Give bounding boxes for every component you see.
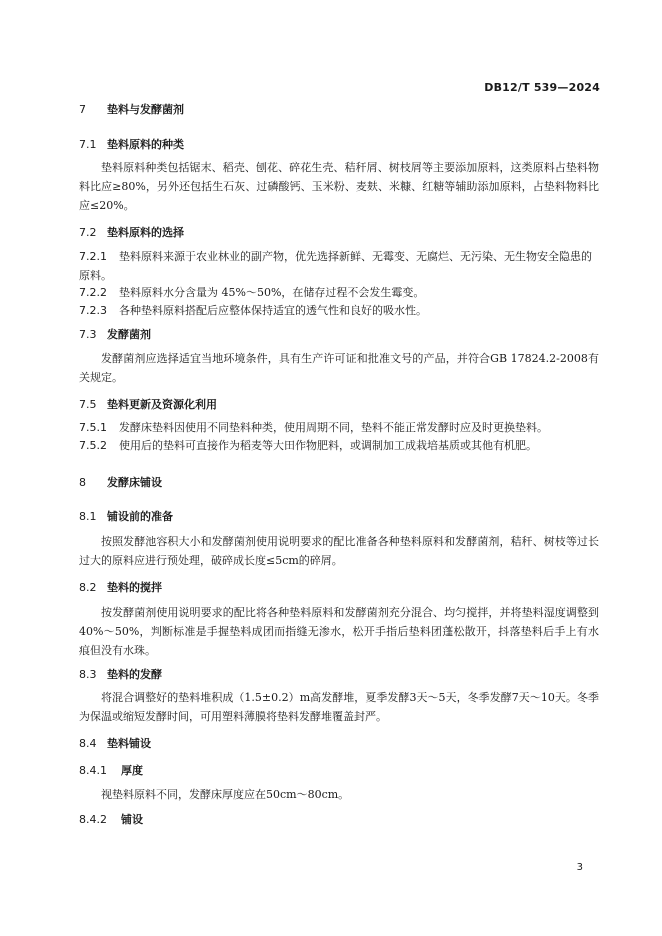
section-title: 发酵菌剂	[107, 328, 151, 341]
clause-number: 7.5.2	[79, 439, 107, 452]
clause-text: 垫料原料水分含量为 45%～50%，在储存过程不会发生霉变。	[119, 286, 425, 299]
section-7-5-heading	[79, 398, 217, 412]
section-7-1-heading	[79, 138, 184, 152]
section-7-heading	[79, 103, 184, 117]
section-title: 发酵床铺设	[107, 476, 162, 489]
section-title: 铺设前的准备	[107, 510, 173, 523]
section-number: 7.1	[79, 138, 97, 151]
clause-7-2-3	[79, 301, 599, 320]
section-8-3-paragraph: 将混合调整好的垫料堆积成（1.5±0.2）m高发酵堆，夏季发酵3天～5天，冬季发酵7天～10天。冬季为保温或缩短发酵时间，可用塑料薄膜将垫料发酵堆覆盖封严。	[79, 691, 599, 723]
section-title: 垫料的搅拌	[107, 581, 162, 594]
clause-7-5-1	[79, 418, 599, 437]
section-title: 垫料与发酵菌剂	[107, 103, 184, 116]
section-number: 8.1	[79, 510, 97, 523]
section-8-2-paragraph: 按发酵菌剂使用说明要求的配比将各种垫料原料和发酵菌剂充分混合、均匀搅拌，并将垫料湿度调整到40%～50%，判断标准是手握垫料成团而指缝无渗水，松开手指后垫料团蓬松散开，抖落垫料后手上有水痕但没有水珠。	[79, 606, 599, 657]
section-number: 7.2	[79, 226, 97, 239]
clause-text: 发酵床垫料因使用不同垫料种类，使用周期不同，垫料不能正常发酵时应及时更换垫料。	[119, 421, 548, 434]
section-number: 8.4	[79, 737, 97, 750]
section-8-heading	[79, 476, 162, 490]
section-title: 铺设	[121, 813, 143, 826]
clause-number: 7.5.1	[79, 421, 107, 434]
section-8-1-paragraph: 按照发酵池容积大小和发酵菌剂使用说明要求的配比准备各种垫料原料和发酵菌剂，秸秆、树枝等过长过大的原料应进行预处理，破碎成长度≤5cm的碎屑。	[79, 535, 599, 567]
clause-text: 垫料原料来源于农业林业的副产物，优先选择新鲜、无霉变、无腐烂、无污染、无生物安全隐患的原料。	[79, 250, 592, 282]
section-title: 垫料更新及资源化利用	[107, 398, 217, 411]
section-8-3-heading	[79, 668, 162, 682]
section-8-2-heading	[79, 581, 162, 595]
section-title: 垫料原料的选择	[107, 226, 184, 239]
document-code: DB12/T 539—2024	[484, 81, 600, 94]
section-7-3-paragraph: 发酵菌剂应选择适宜当地环境条件，具有生产许可证和批准文号的产品，并符合GB 17824.2-2008有关规定。	[79, 352, 599, 384]
section-7-3-heading	[79, 328, 151, 342]
clause-number: 7.2.1	[79, 250, 107, 263]
section-number: 8.3	[79, 668, 97, 681]
section-7-2-heading	[79, 226, 184, 240]
section-7-1-paragraph: 垫料原料种类包括锯末、稻壳、刨花、碎花生壳、秸秆屑、树枝屑等主要添加原料，这类原料占垫料物料比应≥80%，另外还包括生石灰、过磷酸钙、玉米粉、麦麸、米糠、红糖等辅助添加原料，占垫料物料比应≤20%。	[79, 161, 599, 212]
clause-number: 7.2.2	[79, 286, 107, 299]
section-number: 7.3	[79, 328, 97, 341]
section-number: 8	[79, 476, 86, 489]
section-title: 垫料铺设	[107, 737, 151, 750]
section-title: 垫料的发酵	[107, 668, 162, 681]
section-8-4-1-paragraph: 视垫料原料不同，发酵床厚度应在50cm～80cm。	[101, 788, 350, 801]
clause-text: 使用后的垫料可直接作为稻麦等大田作物肥料，或调制加工成栽培基质或其他有机肥。	[119, 439, 537, 452]
clause-text: 各种垫料原料搭配后应整体保持适宜的透气性和良好的吸水性。	[119, 304, 427, 317]
section-8-4-heading	[79, 737, 151, 751]
section-number: 8.4.2	[79, 813, 107, 826]
section-number: 7.5	[79, 398, 97, 411]
section-number: 7	[79, 103, 86, 116]
section-number: 8.2	[79, 581, 97, 594]
section-8-4-1-heading	[79, 764, 143, 778]
clause-number: 7.2.3	[79, 304, 107, 317]
clause-7-2-2	[79, 283, 599, 302]
section-8-4-2-heading	[79, 813, 143, 827]
section-number: 8.4.1	[79, 764, 107, 777]
page-number: 3	[576, 862, 583, 873]
clause-7-2-1	[79, 247, 599, 285]
section-title: 垫料原料的种类	[107, 138, 184, 151]
clause-7-5-2	[79, 436, 599, 455]
section-title: 厚度	[121, 764, 143, 777]
section-8-1-heading	[79, 510, 173, 524]
